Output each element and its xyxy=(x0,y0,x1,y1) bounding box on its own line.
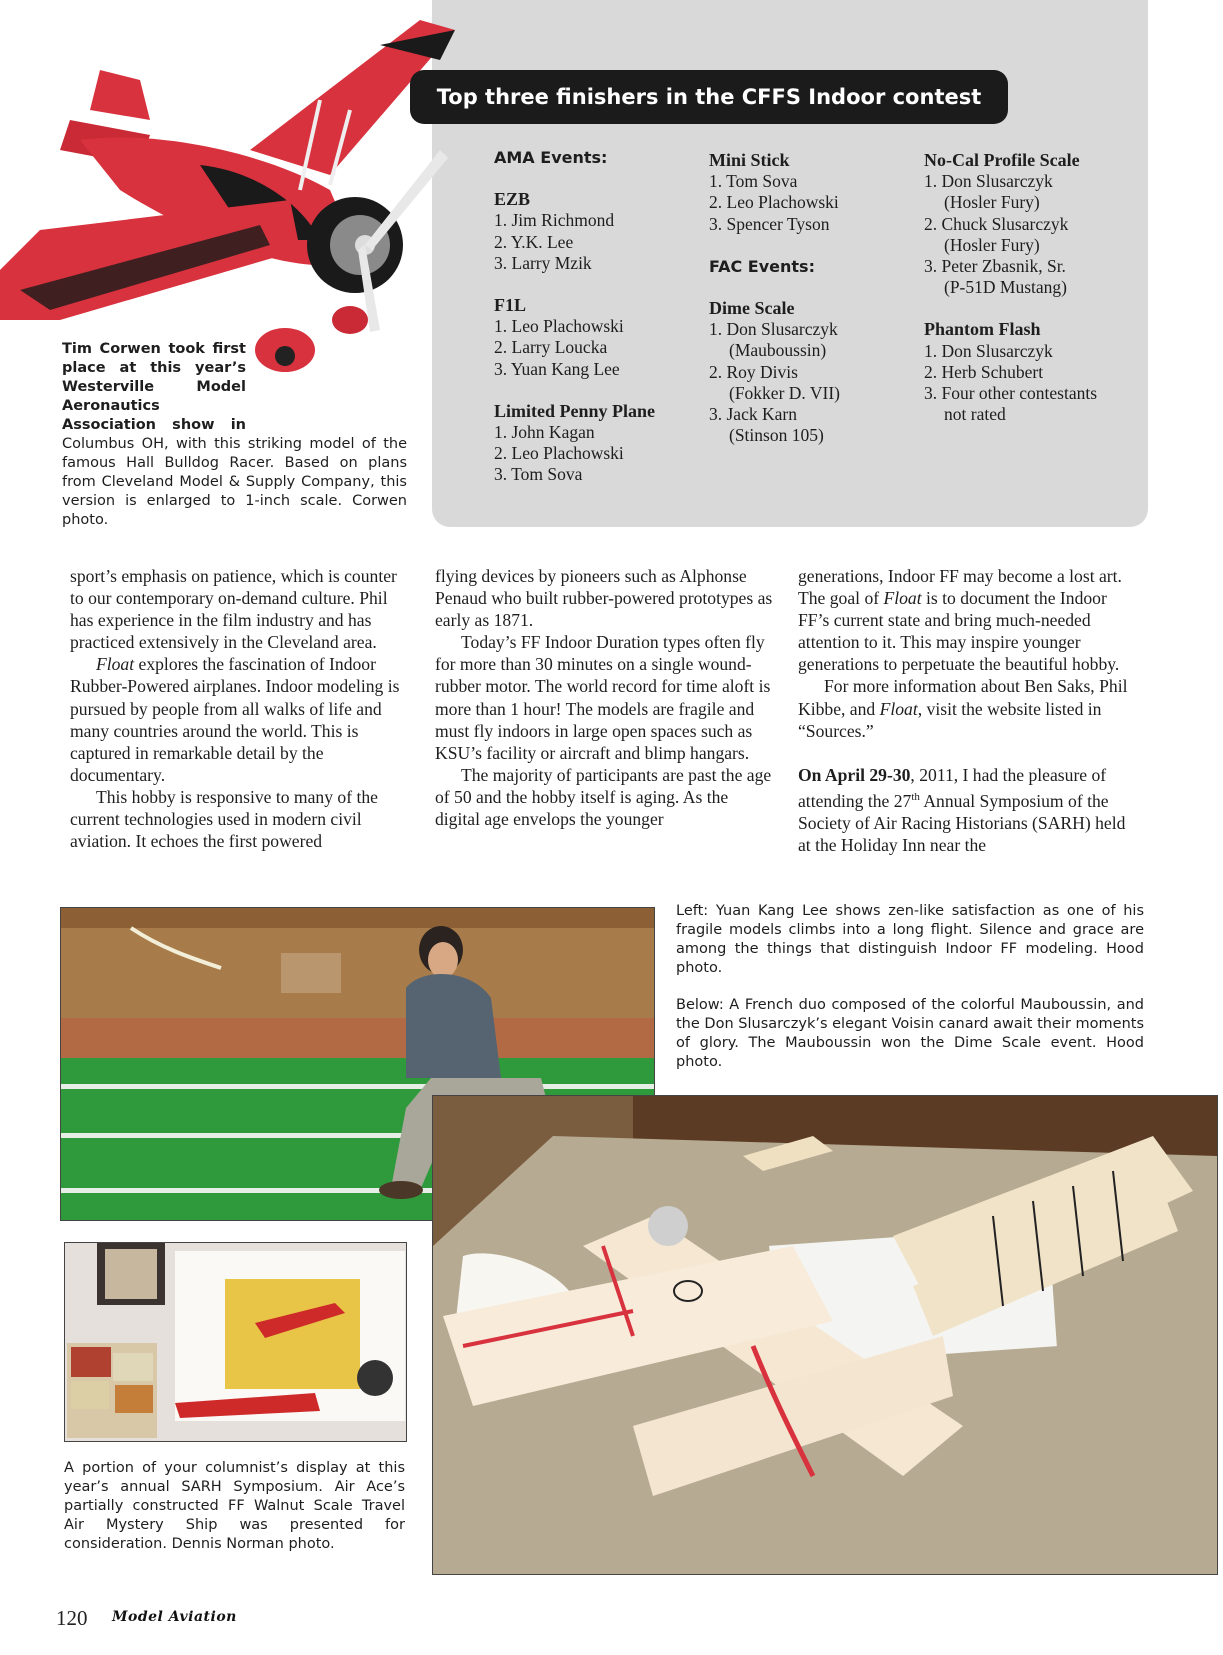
list-item: 1. Jim Richmond xyxy=(494,210,615,231)
list-item-note: (Mauboussin) xyxy=(729,340,827,361)
list-item: 1. Leo Plachowski xyxy=(494,316,624,337)
paragraph: sport’s emphasis on patience, which is counter to our contemporary on-demand culture. Phil has experience in the film industry and has practiced extensively in the Cleveland area. xyxy=(70,566,397,653)
paragraph xyxy=(798,764,1138,856)
results-column-3 xyxy=(924,150,1134,425)
list-item: 2. Y.K. Lee xyxy=(494,231,574,252)
ezb-heading: EZB xyxy=(494,189,531,210)
list-item: 1. Tom Sova xyxy=(709,171,798,192)
paragraph: flying devices by pioneers such as Alphonse Penaud who built rubber-powered prototypes as early as 1871. xyxy=(435,566,773,631)
list-item: 1. John Kagan xyxy=(494,422,595,443)
paragraph-text: generations, Indoor FF may become a lost art. The goal of xyxy=(798,566,1122,609)
ordinal-suffix: th xyxy=(911,790,920,803)
list-item-note: (Stinson 105) xyxy=(729,425,824,446)
paragraph: The majority of participants are past the age of 50 and the hobby itself is aging. As the digital age envelops the younger xyxy=(435,764,772,830)
display-caption: A portion of your columnist’s display at this year’s annual SARH Symposium. Air Ace’s partially constructed FF Walnut Scale Travel Air Mystery Ship was presented for consideration. Dennis Norman photo. xyxy=(64,1460,405,1552)
left-caption: Left: Yuan Kang Lee shows zen-like satisfaction as one of his fragile models climbs into a long flight. Silence and grace are among the things that distinguish Indoor FF modeling. Hood photo. xyxy=(676,903,1144,976)
list-item-note: (P-51D Mustang) xyxy=(944,277,1067,298)
list-item: 2. Leo Plachowski xyxy=(494,443,624,464)
paragraph xyxy=(798,675,1138,741)
film-title: Float xyxy=(879,698,918,719)
paragraph-text: is to document the Indoor FF’s current state and bring much-needed attention to it. This may inspire younger generations to perpetuate the beautiful hobby. xyxy=(798,588,1120,675)
list-item: 3. Tom Sova xyxy=(494,464,583,485)
plane-caption xyxy=(62,340,407,530)
magazine-name: Model Aviation xyxy=(112,1609,237,1625)
paragraph: Today’s FF Indoor Duration types often fly for more than 30 minutes on a single wound-rubber motor. The world record for time aloft is more than 1 hour! The models are fragile and must fly indoors in large open spaces such as KSU’s facility or aircraft and blimp hangars. xyxy=(435,632,771,763)
page-number: 120 xyxy=(56,1606,88,1630)
list-item: 2. Leo Plachowski xyxy=(709,192,839,213)
list-item-note: not rated xyxy=(944,404,1006,425)
list-item: 3. Peter Zbasnik, Sr. xyxy=(924,256,1066,277)
list-item: 2. Chuck Slusarczyk xyxy=(924,213,1069,234)
mini-stick-heading: Mini Stick xyxy=(709,150,790,170)
list-item: 2. Larry Loucka xyxy=(494,337,608,358)
mauboussin-voisin-photo xyxy=(432,1095,1218,1575)
paragraph-text: explores the fascination of Indoor Rubber-Powered airplanes. Indoor modeling is pursued by people from all walks of life and many countries around the world. This is captured in remarkable detail by the documentary. xyxy=(70,654,400,785)
body-column-2 xyxy=(435,565,775,830)
fac-events-heading: FAC Events: xyxy=(709,256,815,276)
dime-scale-heading: Dime Scale xyxy=(709,298,795,319)
list-item: 1. Don Slusarczyk xyxy=(709,319,838,340)
list-item: 3. Jack Karn xyxy=(709,404,797,425)
plane-caption-bold: Tim Corwen took first place at this year’s Westerville Model Aeronautics Association show in xyxy=(62,341,246,433)
paragraph xyxy=(70,653,400,786)
paragraph-text: Annual Symposium of the Society of Air Racing Historians (SARH) held at the Holiday Inn near the xyxy=(798,790,1126,855)
paragraph-text: , 2011, I had the pleasure of attending the 27 xyxy=(798,764,1107,811)
list-item: 3. Spencer Tyson xyxy=(709,213,830,234)
list-item: 1. Don Slusarczyk xyxy=(924,171,1053,192)
paragraph-text: For more information about Ben Saks, Phil Kibbe, and xyxy=(798,676,1128,719)
no-cal-heading: No-Cal Profile Scale xyxy=(924,150,1080,170)
list-item: 1. Don Slusarczyk xyxy=(924,340,1053,361)
list-item: 2. Roy Divis xyxy=(709,361,798,382)
list-item: 3. Larry Mzik xyxy=(494,252,592,273)
paragraph-text: , visit the website listed in “Sources.” xyxy=(798,698,1102,741)
below-caption: Below: A French duo composed of the colorful Mauboussin, and the Don Slusarczyk’s elegant Voisin canard await their moments of glory. The Mauboussin won the Dime Scale event. Hood photo. xyxy=(676,997,1144,1070)
list-item: 3. Four other contestants xyxy=(924,383,1098,404)
film-title: Float xyxy=(883,588,922,609)
lead-in: On April 29-30 xyxy=(798,764,911,785)
sidebar-title: Top three finishers in the CFFS Indoor contest xyxy=(410,70,1008,124)
list-item: 2. Herb Schubert xyxy=(924,361,1044,382)
list-item-note: (Hosler Fury) xyxy=(944,234,1040,255)
limited-penny-plane-heading: Limited Penny Plane xyxy=(494,400,655,421)
results-column-2 xyxy=(709,150,909,446)
paragraph xyxy=(798,565,1138,675)
results-column-1 xyxy=(494,147,694,486)
paragraph: This hobby is responsive to many of the current technologies used in modern civil aviation. It echoes the first powered xyxy=(70,786,378,852)
list-item-note: (Hosler Fury) xyxy=(944,192,1040,213)
list-item: 3. Yuan Kang Lee xyxy=(494,358,620,379)
body-column-3 xyxy=(798,565,1138,856)
body-column-1 xyxy=(70,565,400,852)
hall-bulldog-racer-photo xyxy=(0,0,460,390)
film-title: Float xyxy=(96,654,135,675)
columnist-display-photo xyxy=(64,1242,407,1442)
f1l-heading: F1L xyxy=(494,295,527,316)
plane-caption-text: Columbus OH, with this striking model of the famous Hall Bulldog Racer. Based on plans from Cleveland Model & Supply Company, this version is enlarged to 1-inch scale. Corwen photo. xyxy=(62,436,407,528)
ama-events-heading: AMA Events: xyxy=(494,148,608,167)
list-item-note: (Fokker D. VII) xyxy=(729,382,840,403)
phantom-flash-heading: Phantom Flash xyxy=(924,319,1041,340)
